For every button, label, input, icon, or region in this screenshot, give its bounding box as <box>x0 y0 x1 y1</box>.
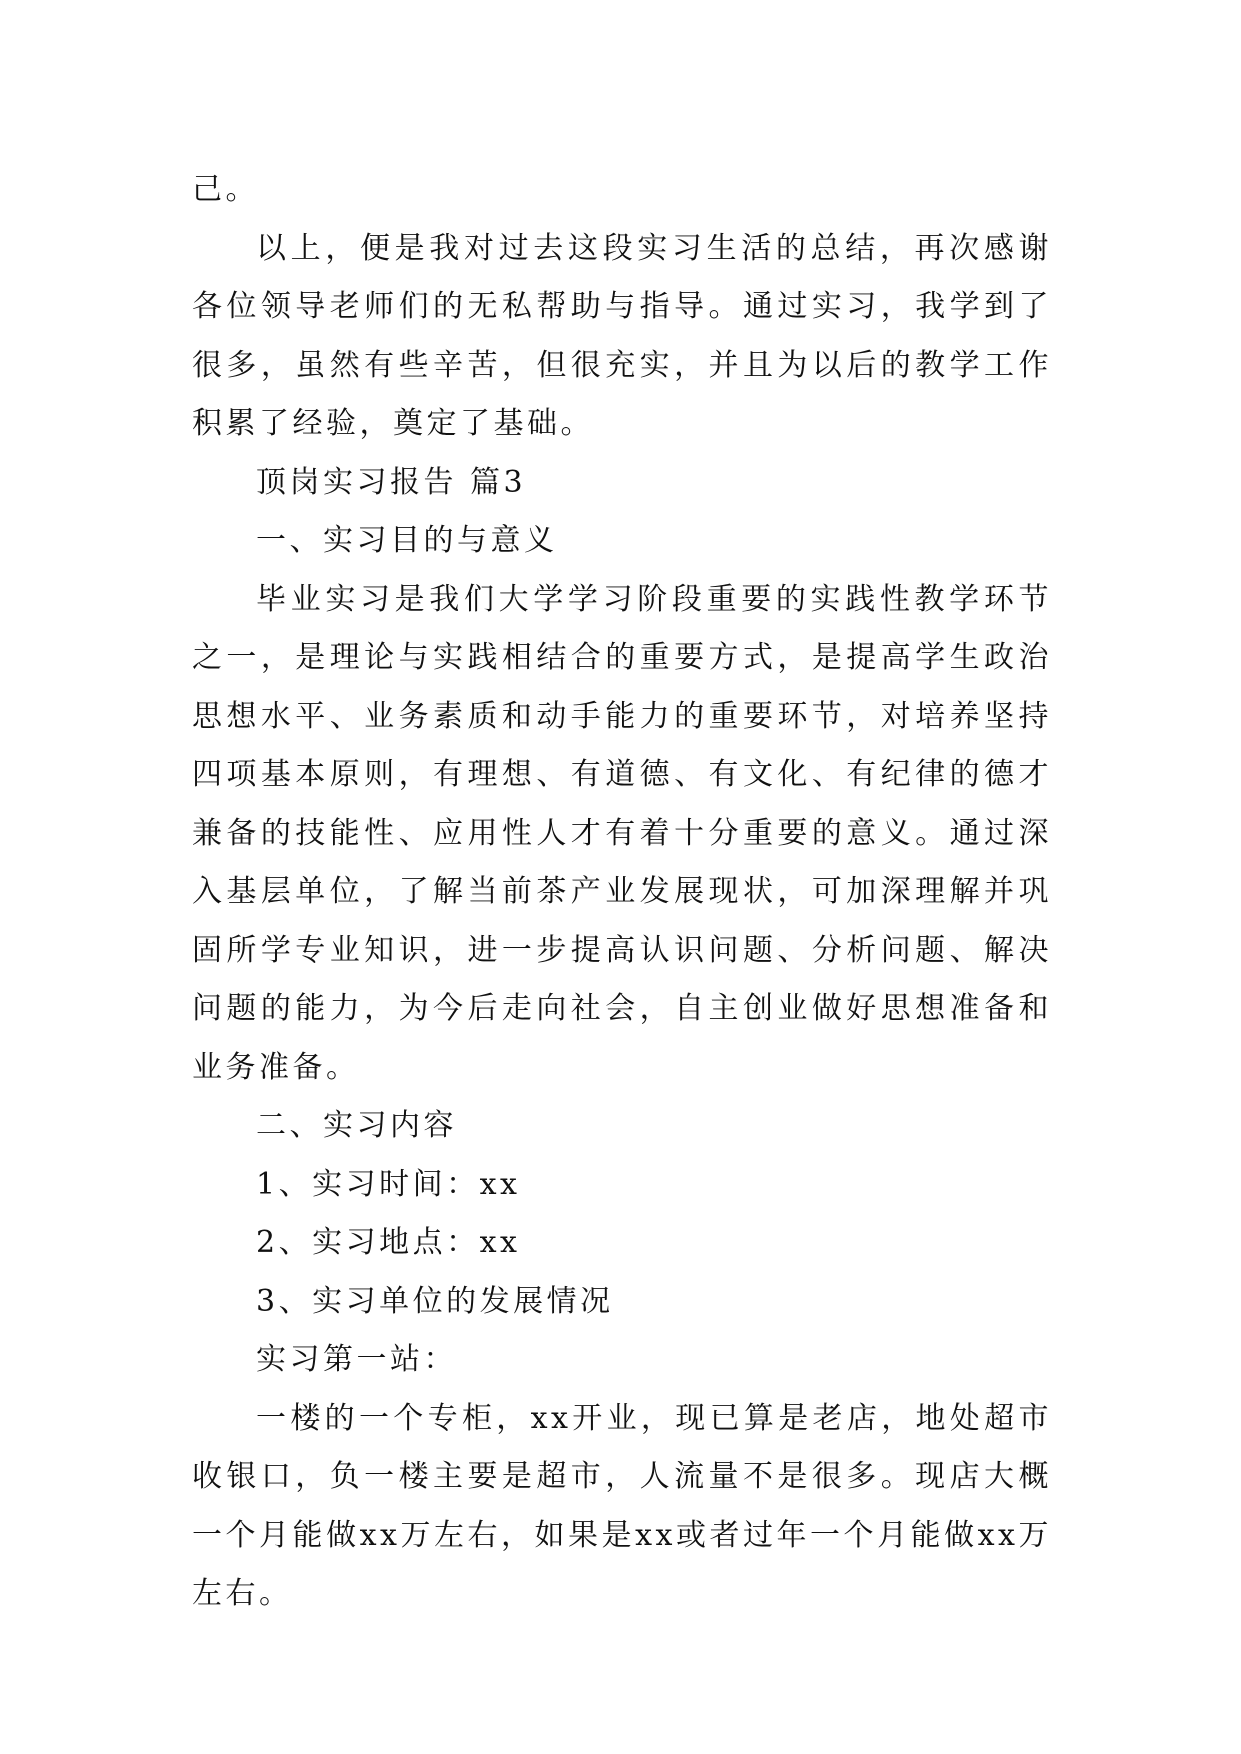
section-title: 顶岗实习报告 篇3 <box>256 464 527 500</box>
paragraph-continuation: 己。 <box>192 172 259 207</box>
heading-content: 二、实习内容 <box>256 1108 457 1143</box>
paragraph-first-stop: 一楼的一个专柜，xx开业，现已算是老店，地处超市收银口，负一楼主要是超市，人流量不是很多。现店大概一个月能做xx万左右，如果是xx或者过年一个月能做xx万左右。 <box>192 1400 1052 1611</box>
item-location: 2、实习地点：xx <box>256 1225 521 1260</box>
paragraph-purpose: 毕业实习是我们大学学习阶段重要的实践性教学环节之一，是理论与实践相结合的重要方式，是提高学生政治思想水平、业务素质和动手能力的重要环节，对培养坚持四项基本原则，有理想、有道德、有文化、有纪律的德才兼备的技能性、应用性人才有着十分重要的意义。通过深入基层单位，了解当前茶产业发展现状，可加深理解并巩固所学专业知识，进一步提高认识问题、分析问题、解决问题的能力，为今后走向社会，自主创业做好思想准备和业务准备。 <box>192 581 1052 1085</box>
heading-first-stop: 实习第一站： <box>256 1342 457 1377</box>
heading-purpose: 一、实习目的与意义 <box>256 523 558 558</box>
item-development: 3、实习单位的发展情况 <box>256 1283 614 1319</box>
item-time: 1、实习时间：xx <box>256 1166 521 1202</box>
document-body <box>192 161 1052 1624</box>
paragraph-summary: 以上，便是我对过去这段实习生活的总结，再次感谢各位领导老师们的无私帮助与指导。通过实习，我学到了很多，虽然有些辛苦，但很充实，并且为以后的教学工作积累了经验，奠定了基础。 <box>192 230 1052 441</box>
